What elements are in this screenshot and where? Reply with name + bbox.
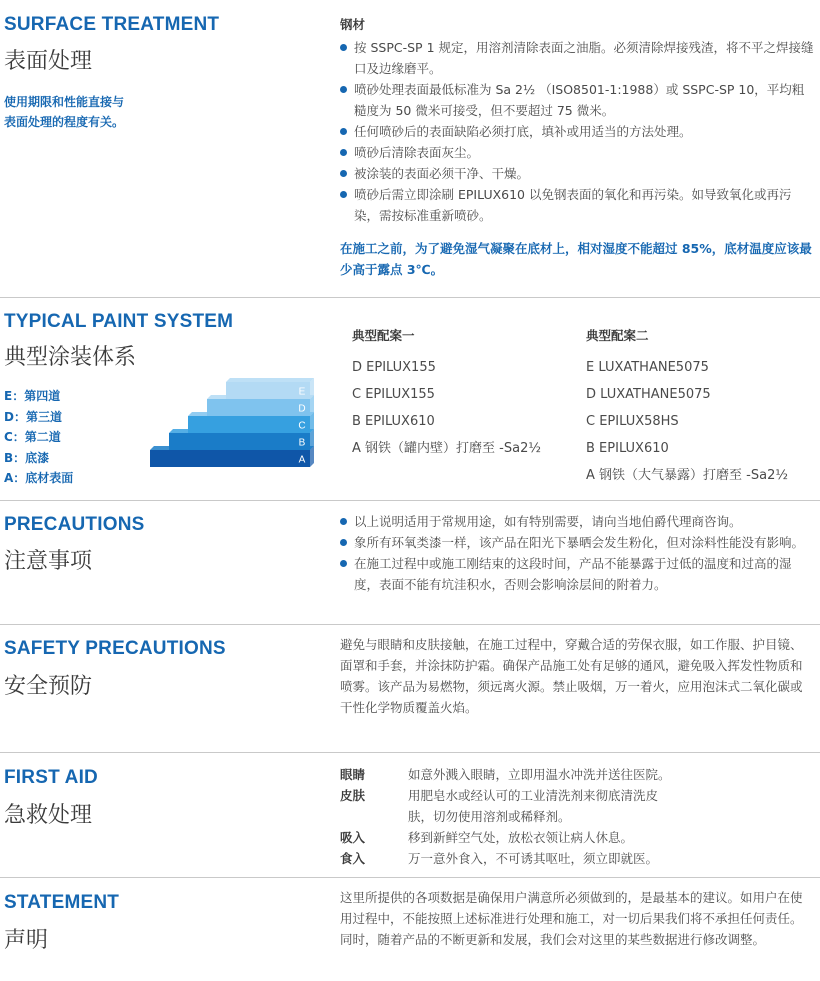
- first-aid-row: [340, 764, 740, 785]
- first-aid-key: 皮肤: [340, 788, 366, 803]
- system-col1-line: D EPILUX155: [352, 360, 436, 375]
- system-col2-title: 典型配案二: [586, 328, 649, 343]
- system-col2-line: B EPILUX610: [586, 441, 669, 456]
- statement-cn-title: 声明: [4, 928, 49, 953]
- legend-item: B：底漆: [4, 450, 50, 465]
- first-aid-key: 吸入: [340, 830, 366, 845]
- system-col1-line: C EPILUX155: [352, 387, 435, 402]
- system-col2-line: E LUXATHANE5075: [586, 360, 709, 375]
- divider: [0, 752, 820, 753]
- list-item: 在施工过程中或施工刚结束的这段时间，产品不能暴露于过低的温度和过高的湿度，表面不能有坑洼积水，否则会影响涂层间的附着力。: [340, 553, 815, 595]
- paint-layer-label: D: [298, 403, 306, 415]
- divider: [0, 500, 820, 501]
- legend-item: D：第三道: [4, 409, 62, 424]
- surface-heading: 钢材: [340, 17, 366, 32]
- surface-note: [4, 92, 124, 132]
- system-col2-line: A 钢铁（大气暴露）打磨至 -Sa2½: [586, 468, 788, 483]
- first-aid-cn-title: 急救处理: [4, 803, 93, 828]
- list-item: 喷砂后清除表面灰尘。: [340, 142, 815, 163]
- safety-en-title: SAFETY PRECAUTIONS: [4, 638, 226, 659]
- paint-layer-e: [226, 378, 314, 399]
- system-col-2: [586, 326, 788, 489]
- system-en-title: TYPICAL PAINT SYSTEM: [4, 311, 234, 332]
- legend-item: C：第二道: [4, 430, 61, 444]
- legend-item: E：第四道: [4, 389, 61, 403]
- surface-note-line: 使用期限和性能直接与: [4, 95, 125, 109]
- surface-warning: 在施工之前，为了避免湿气凝聚在底材上，相对湿度不能超过 85%，底材温度应该最少高于露点 3℃。: [340, 241, 812, 277]
- first-aid-row: [340, 827, 740, 848]
- system-col-1: [352, 326, 541, 462]
- divider: [0, 877, 820, 878]
- surface-cn-title: 表面处理: [4, 49, 93, 74]
- system-col1-title: 典型配案一: [352, 328, 415, 343]
- precautions-cn-title: 注意事项: [4, 549, 93, 574]
- precautions-en-title: PRECAUTIONS: [4, 514, 145, 535]
- divider: [0, 297, 820, 298]
- first-aid-row: [340, 785, 740, 827]
- statement-en-title: STATEMENT: [4, 892, 120, 913]
- list-item: 象所有环氧类漆一样，该产品在阳光下暴晒会发生粉化，但对涂料性能没有影响。: [340, 532, 815, 553]
- system-cn-title: 典型涂装体系: [4, 345, 137, 370]
- first-aid-content: [340, 764, 740, 869]
- first-aid-value: 如意外溅入眼睛，立即用温水冲洗并送往医院。: [408, 767, 671, 782]
- first-aid-value: 移到新鲜空气处，放松衣领让病人休息。: [408, 830, 634, 845]
- system-col1-line: B EPILUX610: [352, 414, 435, 429]
- list-item: 按 SSPC-SP 1 规定，用溶剂清除表面之油脂。必须清除焊接残渣，将不平之焊接缝口及边缘磨平。: [340, 37, 815, 79]
- legend-item: A：底材表面: [4, 471, 74, 485]
- list-item: 喷砂后需立即涂刷 EPILUX610 以免钢表面的氧化和再污染。如导致氧化或再污染，需按标准重新喷砂。: [340, 184, 815, 226]
- paint-layer-label: C: [298, 420, 306, 432]
- first-aid-value: 万一意外食入，不可诱其呕吐，须立即就医。: [408, 851, 659, 866]
- surface-bullets: [340, 37, 815, 226]
- system-col2-line: C EPILUX58HS: [586, 414, 679, 429]
- safety-cn-title: 安全预防: [4, 674, 93, 699]
- list-item: 被涂装的表面必须干净、干燥。: [340, 163, 815, 184]
- first-aid-en-title: FIRST AID: [4, 767, 98, 788]
- paint-layer-diagram: [148, 372, 328, 482]
- list-item: 喷砂处理表面最低标准为 Sa 2½ （ISO8501-1:1988）或 SSPC-SP 10，平均粗糙度为 50 微米可接受，但不要超过 75 微米。: [340, 79, 815, 121]
- system-legend: [4, 386, 73, 489]
- surface-note-line: 表面处理的程度有关。: [4, 115, 125, 129]
- divider: [0, 624, 820, 625]
- surface-content: [340, 14, 815, 280]
- statement-text: 这里所提供的各项数据是确保用户满意所必须做到的，是最基本的建议。如用户在使用过程中，不能按照上述标准进行处理和施工，对一切后果我们将不承担任何责任。同时，随着产品的不断更新和发展，我们会对这里的某些数据进行修改调整。: [340, 890, 803, 947]
- paint-layer-label: E: [298, 386, 306, 398]
- safety-text: 避免与眼睛和皮肤接触，在施工过程中，穿戴合适的劳保衣服，如工作服、护目镜、面罩和手套，并涂抹防护霜。确保产品施工处有足够的通风，避免吸入挥发性物质和喷雾。该产品为易燃物，须远离火源。禁止吸烟，万一着火，应用泡沫式二氧化碳或干性化学物质覆盖火焰。: [340, 637, 803, 715]
- first-aid-key: 食入: [340, 851, 366, 866]
- first-aid-row: [340, 848, 740, 869]
- precautions-content: [340, 511, 815, 595]
- list-item: 以上说明适用于常规用途，如有特别需要，请向当地伯爵代理商咨询。: [340, 511, 815, 532]
- paint-layer-label: B: [298, 437, 306, 449]
- system-col2-line: D LUXATHANE5075: [586, 387, 711, 402]
- list-item: 任何喷砂后的表面缺陷必须打底，填补或用适当的方法处理。: [340, 121, 815, 142]
- system-col1-line: A 钢铁（罐内壁）打磨至 -Sa2½: [352, 441, 541, 456]
- first-aid-value: 用肥皂水或经认可的工业清洗剂来彻底清洗皮肤，切勿使用溶剂或稀释剂。: [408, 788, 659, 824]
- surface-en-title: SURFACE TREATMENT: [4, 14, 220, 35]
- first-aid-key: 眼睛: [340, 767, 366, 782]
- paint-layer-label: A: [298, 454, 306, 466]
